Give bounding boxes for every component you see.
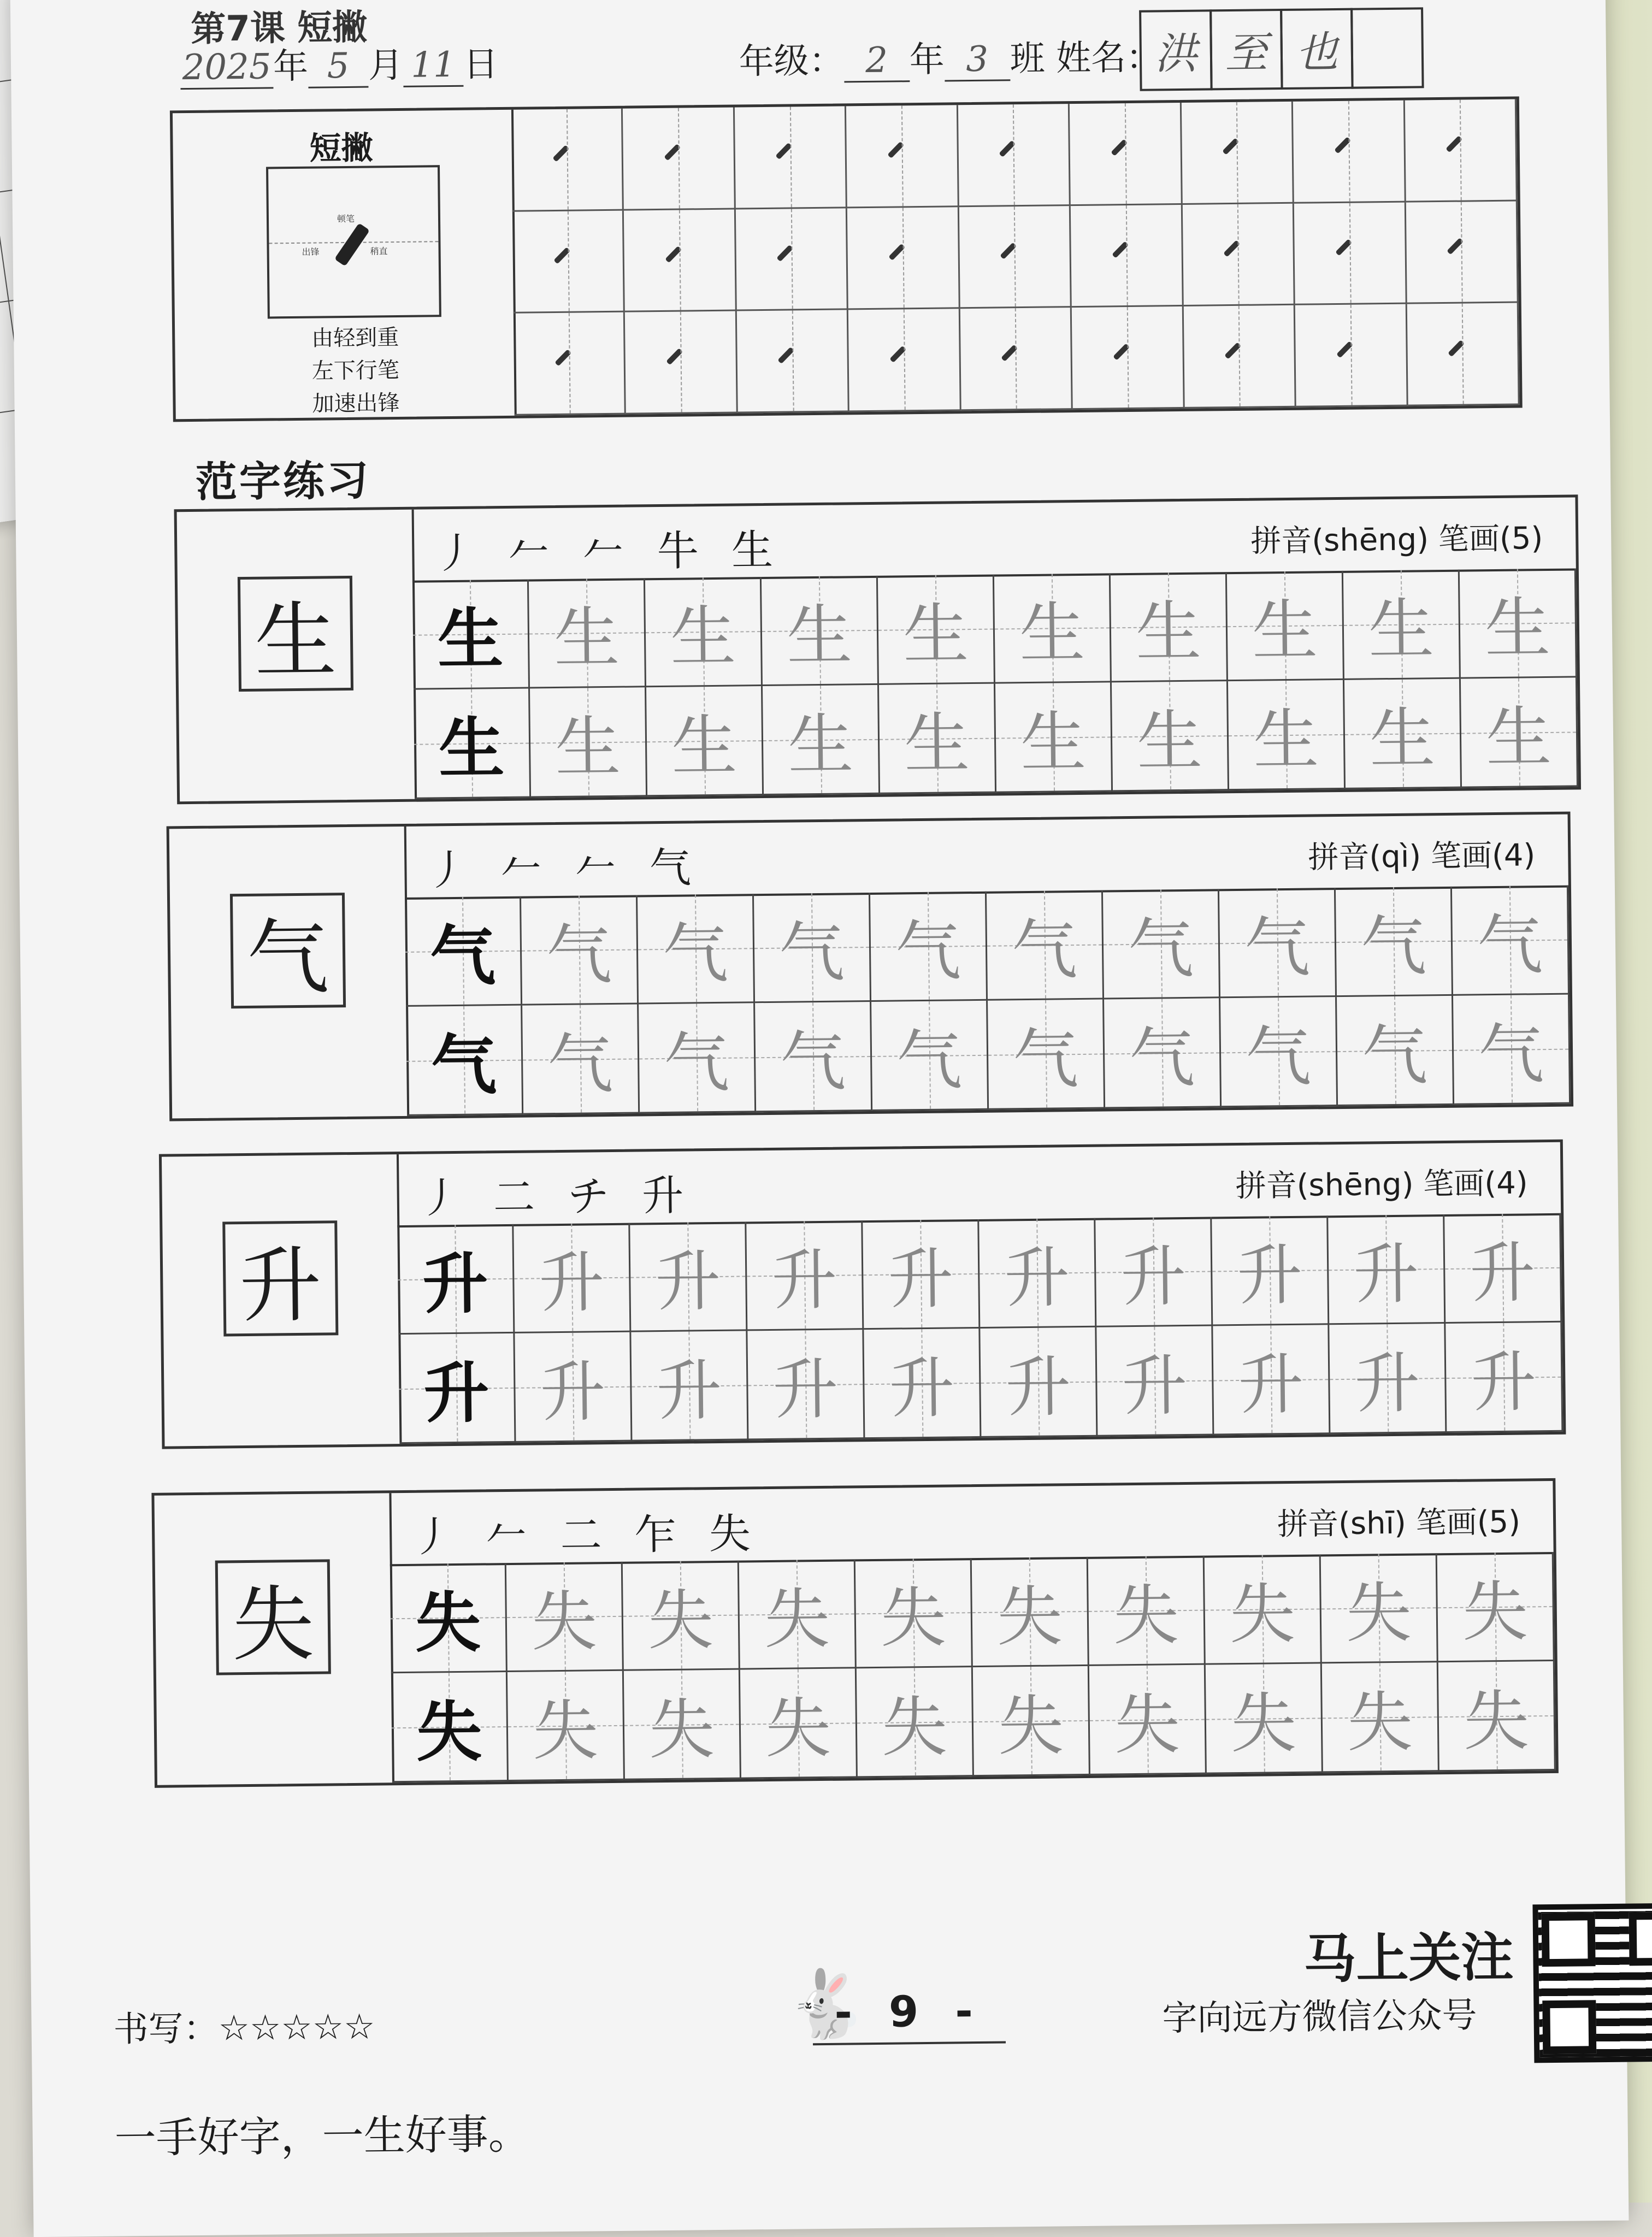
short-pie-stroke-icon [887,141,904,158]
cell-character: 生 [1485,699,1552,776]
page-number: - 9 - [812,1987,1006,2046]
practice-cell[interactable] [1227,571,1344,681]
day-value[interactable]: 11 [403,45,464,87]
cell-character: 升 [654,1243,722,1320]
writing-rating[interactable]: 书写：☆☆☆☆☆ [113,2006,375,2050]
cell-character: 失 [1229,1576,1296,1653]
pinyin-label: 拼音(shēng) [1235,1166,1414,1205]
stroke-practice-cell[interactable] [1070,103,1182,206]
cell-character: 气 [1478,1016,1544,1093]
practice-cell[interactable] [1437,1552,1555,1662]
cell-character: 失 [765,1690,831,1767]
name-boxes[interactable] [1141,7,1424,91]
practice-cell[interactable] [973,1666,1090,1776]
stroke-practice-cell[interactable] [624,209,736,312]
stroke-practice-cell[interactable] [1293,101,1406,204]
practice-cell[interactable] [740,1668,858,1779]
cell-character: 升 [656,1353,723,1430]
cell-character: 升 [1005,1349,1072,1426]
qr-code-icon[interactable] [1532,1903,1652,2063]
practice-cell[interactable] [1343,570,1461,680]
cell-character: 生 [670,599,736,676]
stroke-practice-cell[interactable] [1182,203,1295,306]
stroke-order: 丿 𠂉 二 乍 失 [411,1509,761,1561]
stroke-practice-cell[interactable] [1406,201,1518,304]
stroke-practice-cell[interactable] [1405,99,1517,203]
practice-cell[interactable] [747,1330,865,1440]
practice-cell[interactable] [1460,568,1577,678]
cell-character: 失 [1114,1686,1181,1763]
cell-character: 气 [546,917,612,994]
name-box[interactable] [1350,7,1424,88]
practice-cell[interactable] [623,1561,740,1671]
stroke-practice-cell[interactable] [960,308,1073,411]
strokes-label: 笔画(4) [1423,1165,1528,1202]
cell-character: 失 [1346,1575,1412,1652]
model-character: 失 [215,1559,331,1675]
practice-cell[interactable] [529,578,646,688]
example-cell [397,1224,515,1335]
stroke-practice-cell[interactable] [847,207,960,310]
short-pie-stroke-icon [1336,341,1353,358]
cell-character: 生 [1020,704,1087,781]
cell-character: 生 [554,709,621,786]
character-block [151,1478,1559,1788]
cell-character: 升 [423,1354,490,1432]
practice-cell[interactable] [530,687,647,798]
model-column [162,1154,402,1447]
example-cell [390,1563,508,1673]
practice-cell[interactable] [1095,1217,1213,1327]
demo-tag: 稍直 [370,246,388,257]
practice-cell[interactable] [979,1218,1096,1329]
short-pie-stroke-icon [888,244,905,261]
cell-character: 升 [771,1242,838,1319]
practice-cell[interactable] [1219,888,1337,998]
rabbit-icon: 🐇 [784,1966,868,2043]
demo-tag: 顿笔 [337,213,355,225]
stroke-practice-cell[interactable] [959,206,1072,309]
grade-label: 年级： [739,40,845,82]
cell-character: 升 [422,1244,489,1323]
cell-character: 生 [438,709,505,787]
practice-cell[interactable] [515,1332,632,1443]
cell-character: 失 [996,1578,1063,1656]
practice-cell[interactable] [646,686,764,796]
model-column [177,510,417,802]
name-box[interactable]: 至 [1210,9,1283,90]
example-cell [412,580,530,690]
cell-character: 失 [998,1687,1064,1765]
practice-cell[interactable] [878,575,995,685]
practice-cell[interactable] [988,1000,1105,1110]
cell-character: 气 [1244,910,1311,987]
practice-cell[interactable] [755,1002,872,1112]
month-value[interactable]: 5 [308,46,369,88]
cell-character: 失 [764,1581,830,1658]
stroke-practice-cell[interactable] [514,312,626,416]
practice-cell[interactable] [1213,1325,1330,1435]
practice-grid[interactable] [397,1213,1563,1444]
short-pie-stroke-icon [1111,139,1128,156]
cell-character: 气 [547,1026,613,1103]
class-label: 班 [1010,38,1046,80]
practice-cell[interactable] [856,1558,973,1668]
stroke-tip: 左下行笔 [311,357,400,384]
day-label: 日 [463,44,499,85]
stroke-practice-cell[interactable] [1295,304,1408,408]
short-pie-stroke-icon [334,223,370,267]
cell-character: 气 [430,1026,497,1104]
short-pie-stroke-icon [889,345,906,362]
practice-cell[interactable] [1453,995,1571,1105]
practice-cell[interactable] [1206,1663,1323,1774]
practice-cell[interactable] [1228,680,1346,790]
cell-character: 生 [1136,703,1203,780]
stroke-practice-cell[interactable] [1294,202,1407,305]
short-pie-stroke-icon [664,144,681,161]
cell-character: 气 [663,1025,730,1102]
cell-character: 气 [1012,1021,1079,1098]
strokes-label: 笔画(4) [1430,837,1536,875]
short-pie-stroke-icon [1000,243,1017,259]
short-pie-stroke-icon [1001,344,1018,361]
practice-cell[interactable] [762,576,879,686]
practice-cell[interactable] [1220,997,1338,1107]
stroke-practice-cell[interactable] [1182,102,1294,205]
stroke-tip: 由轻到重 [311,324,399,351]
practice-cell[interactable] [1452,886,1570,996]
cell-character: 气 [1477,907,1543,984]
cell-character: 生 [1019,595,1085,672]
short-pie-stroke-icon [554,349,571,366]
example-cell [398,1333,516,1444]
practice-cell[interactable] [994,573,1112,683]
stroke-demo [266,165,441,318]
practice-cell[interactable] [1096,1326,1214,1436]
practice-cell[interactable] [631,1331,748,1441]
lesson-title: 第7课 短撇 [190,7,368,50]
stroke-practice-cell[interactable] [958,104,1071,207]
practice-cell[interactable] [624,1670,741,1780]
cell-character: 气 [1245,1019,1312,1096]
character-block [167,812,1574,1122]
cell-character: 气 [778,914,845,991]
model-column [154,1493,394,1785]
cell-character: 生 [1484,590,1551,667]
cell-character: 失 [880,1580,947,1657]
short-pie-stroke-icon [1112,241,1129,258]
short-pie-stroke-icon [1222,138,1239,155]
character-info [1250,514,1543,561]
practice-cell[interactable] [1112,681,1229,792]
strokes-label: 笔画(5) [1438,521,1543,558]
stroke-order: 丿 二 チ 升 [418,1171,694,1223]
stroke-title: 短撇 [309,129,374,167]
motto: 一手好字，一生好事。 [114,2109,530,2163]
cell-character: 生 [787,706,854,784]
practice-grid[interactable] [412,568,1578,799]
section-title: 范字练习 [195,456,371,506]
practice-cell[interactable] [870,892,988,1002]
character-info [1277,1498,1521,1544]
stroke-practice-cell[interactable] [848,309,961,412]
name-label: 姓名： [1055,37,1161,79]
practice-cell[interactable] [987,890,1104,1001]
short-pie-stroke-icon [777,245,794,262]
practice-cell[interactable] [1088,1556,1206,1666]
practice-cell[interactable] [506,1562,624,1672]
cell-character: 升 [1237,1347,1305,1424]
cell-character: 生 [1135,594,1202,671]
practice-cell[interactable] [1328,1214,1446,1325]
practice-cell[interactable] [639,1003,756,1113]
cell-character: 升 [538,1244,605,1321]
cell-character: 气 [1128,911,1194,988]
stroke-practice-section [170,96,1523,422]
stroke-practice-cell[interactable] [1072,306,1184,410]
example-cell [406,1006,523,1116]
cell-character: 失 [647,1582,714,1659]
name-box[interactable]: 洪 [1139,9,1213,91]
practice-cell[interactable] [995,682,1113,793]
follow-label: 马上关注 [1303,1926,1514,1990]
month-label: 月 [368,45,404,86]
stroke-order: 丿 𠂉 𠂉 气 [426,843,701,895]
cell-character: 失 [1230,1685,1297,1762]
cell-character: 失 [1113,1577,1179,1654]
cell-character: 升 [1120,1238,1187,1315]
practice-cell[interactable] [1336,887,1453,997]
year-label: 年 [273,46,309,87]
stroke-practice-cell[interactable] [737,310,849,414]
grade-unit: 年 [909,39,945,81]
pinyin-label: 拼音(shēng) [1250,522,1429,559]
short-pie-stroke-icon [665,246,682,263]
stroke-practice-grid[interactable] [511,99,1520,416]
practice-cell[interactable] [746,1220,864,1331]
short-pie-stroke-icon [666,348,683,365]
practice-cell[interactable] [980,1327,1098,1438]
short-pie-stroke-icon [1113,343,1130,360]
practice-cell[interactable] [645,577,763,687]
practice-cell[interactable] [1111,572,1228,682]
practice-cell[interactable] [1444,1213,1562,1324]
cell-character: 气 [1361,1017,1428,1095]
practice-cell[interactable] [1329,1324,1447,1434]
practice-cell[interactable] [739,1559,857,1669]
character-info [1308,831,1536,877]
cell-character: 失 [531,1583,598,1661]
cell-character: 升 [1236,1237,1303,1314]
cell-character: 气 [895,913,961,990]
stroke-tip: 加速出锋 [312,390,400,417]
cell-character: 生 [553,600,620,677]
cell-character: 生 [1368,591,1435,668]
cell-character: 气 [662,916,729,993]
year-value[interactable]: 2025 [180,46,274,90]
demo-tag: 出锋 [302,246,320,257]
practice-cell[interactable] [754,893,871,1003]
stroke-practice-cell[interactable] [1407,303,1519,406]
cell-character: 生 [904,705,970,782]
cell-character: 气 [896,1022,963,1100]
character-block [159,1140,1566,1449]
worksheet-page [10,0,1629,2237]
practice-cell[interactable] [972,1557,1089,1667]
cell-character: 生 [1252,592,1318,670]
cell-character: 升 [1354,1345,1421,1423]
cell-character: 升 [539,1354,606,1431]
stroke-order: 丿 𠂉 𠂉 牛 生 [433,525,783,578]
practice-grid[interactable] [405,886,1571,1116]
stroke-practice-cell[interactable] [735,106,847,209]
stroke-practice-cell[interactable] [511,109,624,212]
stroke-practice-cell[interactable] [846,105,959,208]
cell-character: 升 [1004,1240,1071,1317]
short-pie-stroke-icon [778,347,795,364]
cell-character: 升 [772,1351,839,1429]
practice-cell[interactable] [1321,1553,1438,1663]
example-cell [414,689,531,799]
practice-cell[interactable] [630,1221,747,1332]
cell-character: 生 [437,600,504,678]
strokes-label: 笔画(5) [1415,1504,1521,1541]
practice-cell[interactable] [1205,1554,1322,1665]
short-pie-stroke-icon [1335,239,1352,256]
cell-character: 气 [1129,1020,1195,1097]
practice-cell[interactable] [1322,1662,1439,1773]
cell-character: 失 [648,1691,715,1768]
short-pie-stroke-icon [1223,240,1240,257]
cell-character: 失 [416,1693,482,1771]
stroke-tips [273,321,438,421]
practice-cell[interactable] [1104,998,1222,1108]
wechat-label: 字向远方微信公众号 [1162,1995,1477,2039]
stroke-intro [173,110,517,420]
model-character: 气 [230,893,346,1008]
cell-character: 生 [902,596,969,673]
short-pie-stroke-icon [999,140,1016,157]
cell-character: 气 [780,1023,846,1101]
practice-cell[interactable] [1103,889,1220,999]
practice-cell[interactable] [638,894,755,1004]
practice-grid[interactable] [390,1552,1556,1782]
practice-cell[interactable] [1337,996,1454,1106]
short-pie-stroke-icon [1446,135,1462,152]
header-info [180,29,1161,90]
stroke-practice-cell[interactable] [1071,205,1183,308]
character-block [174,494,1582,804]
practice-cell[interactable] [864,1329,981,1439]
short-pie-stroke-icon [1448,340,1465,357]
class-value[interactable]: 3 [944,39,1010,81]
pinyin-label: 拼音(shī) [1277,1505,1407,1543]
practice-cell[interactable] [879,684,996,794]
practice-cell[interactable] [508,1671,625,1781]
practice-cell[interactable] [1344,679,1462,789]
practice-cell[interactable] [522,1004,640,1114]
practice-cell[interactable] [871,1001,989,1111]
short-pie-stroke-icon [553,247,570,264]
cell-character: 升 [887,1241,954,1318]
cell-character: 生 [1369,700,1436,777]
stroke-practice-cell[interactable] [1183,305,1296,409]
practice-cell[interactable] [1446,1323,1563,1433]
short-pie-stroke-icon [552,145,569,162]
cell-character: 气 [1011,912,1078,989]
cell-character: 升 [888,1350,955,1427]
pinyin-label: 拼音(qì) [1308,839,1421,876]
model-character: 生 [238,576,353,692]
cell-character: 气 [429,917,496,995]
practice-cell[interactable] [763,685,880,795]
cell-character: 失 [881,1689,948,1766]
model-column [169,827,410,1119]
example-cell [391,1672,509,1782]
practice-cell[interactable] [1212,1215,1329,1326]
cell-character: 失 [1463,1683,1530,1760]
short-pie-stroke-icon [1224,342,1241,359]
short-pie-stroke-icon [1447,238,1464,255]
cell-character: 失 [415,1584,481,1662]
stroke-practice-cell[interactable] [625,311,738,415]
cell-character: 失 [532,1692,599,1770]
practice-cell[interactable] [521,895,639,1005]
practice-cell[interactable] [1089,1665,1207,1775]
cell-character: 升 [1121,1348,1188,1425]
cell-character: 生 [786,597,853,675]
short-pie-stroke-icon [1334,137,1351,154]
grade-value[interactable]: 2 [843,40,910,82]
cell-character: 生 [1253,701,1319,779]
cell-character: 失 [1347,1684,1413,1761]
cell-character: 气 [1360,908,1427,985]
example-cell [405,896,522,1007]
cell-character: 升 [1470,1344,1537,1421]
short-pie-stroke-icon [776,143,793,160]
character-info [1235,1159,1528,1206]
cell-character: 升 [1469,1235,1536,1312]
practice-cell[interactable] [1438,1661,1556,1772]
stroke-practice-cell[interactable] [736,208,848,311]
practice-cell[interactable] [857,1667,974,1778]
stroke-practice-cell[interactable] [512,210,625,314]
cell-character: 生 [671,708,738,785]
model-character: 升 [222,1220,338,1336]
name-box[interactable]: 也 [1280,8,1354,90]
practice-cell[interactable] [514,1223,631,1333]
practice-cell[interactable] [863,1219,980,1330]
practice-cell[interactable] [1461,677,1578,788]
cell-character: 升 [1353,1236,1420,1313]
stroke-practice-cell[interactable] [623,108,735,211]
cell-character: 失 [1462,1573,1529,1651]
